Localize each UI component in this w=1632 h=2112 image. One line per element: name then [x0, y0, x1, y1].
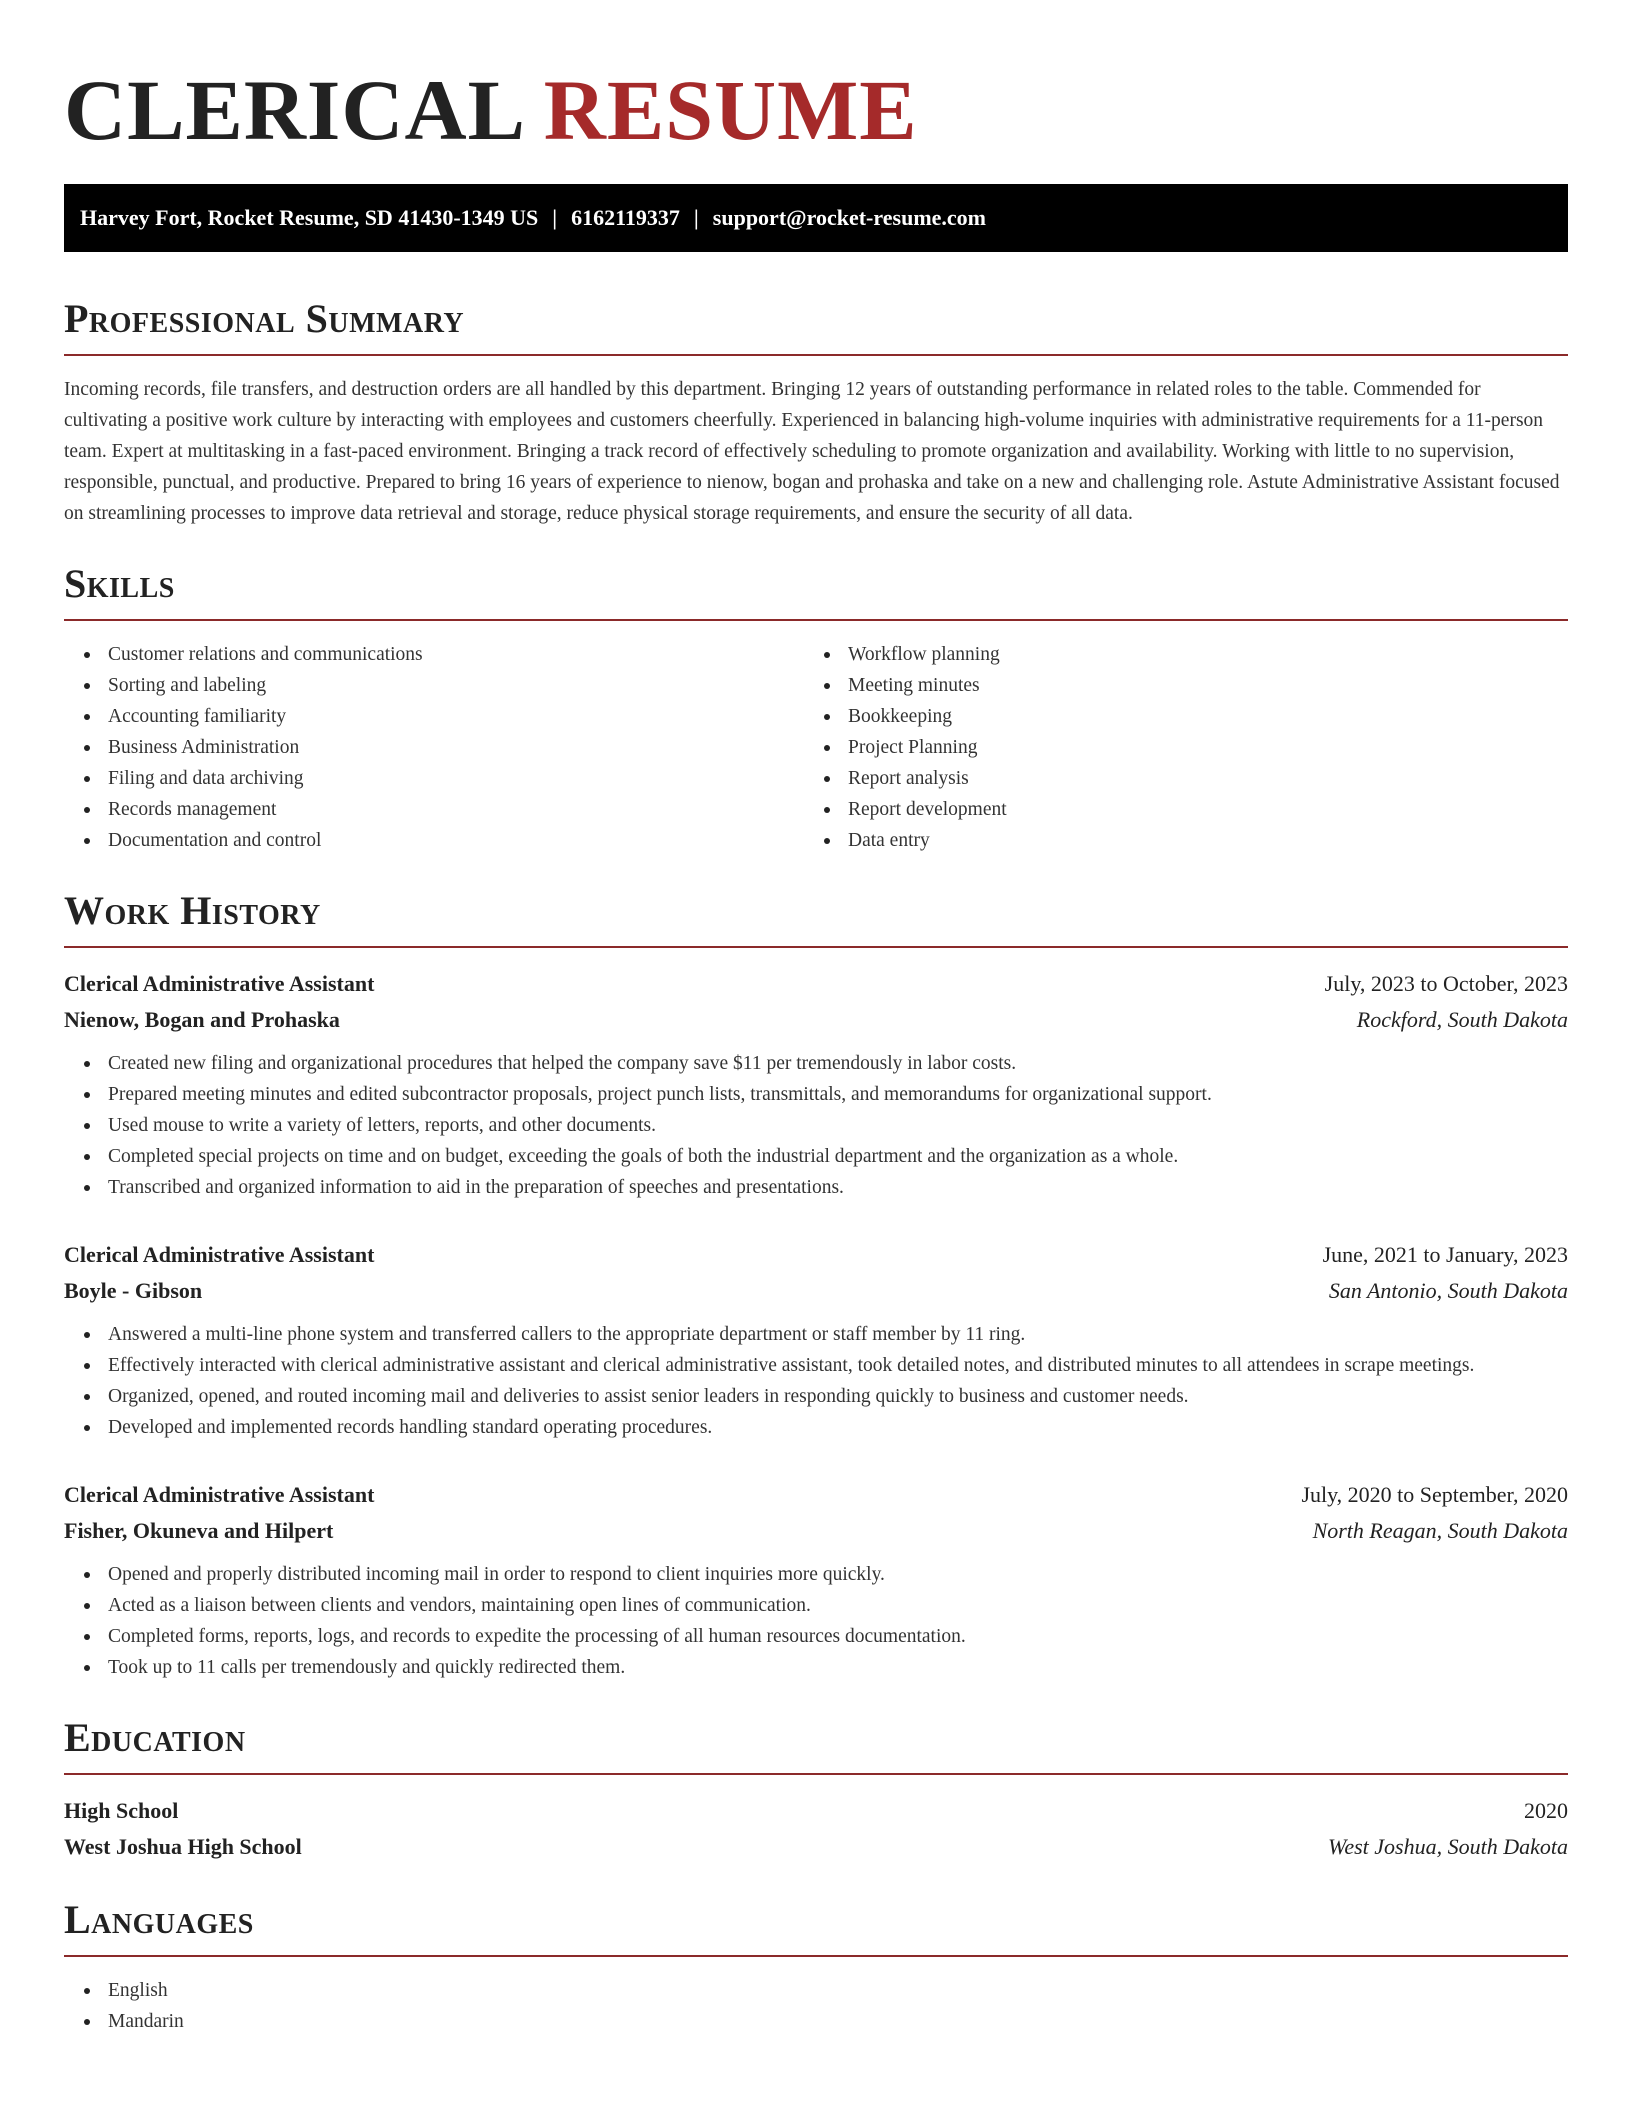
- languages-section: [64, 1895, 1568, 2037]
- title-word-clerical: CLERICAL: [64, 62, 522, 158]
- section-divider: [64, 619, 1568, 621]
- job-duty-item: Prepared meeting minutes and edited subcontractor proposals, project punch lists, transmittals, and memorandums for organizational support.: [64, 1079, 1568, 1110]
- skills-section: [64, 559, 1568, 856]
- summary-section: [64, 294, 1568, 529]
- education-degree: High School: [64, 1798, 179, 1823]
- job-title: Clerical Administrative Assistant: [64, 1242, 375, 1267]
- job-company-row: [64, 1002, 1568, 1038]
- skills-list-left: [64, 639, 804, 856]
- skill-item: Accounting familiarity: [64, 701, 804, 732]
- skill-item: Documentation and control: [64, 825, 804, 856]
- job-duty-item: Transcribed and organized information to aid in the preparation of speeches and presentations.: [64, 1172, 1568, 1203]
- education-school: West Joshua High School: [64, 1834, 302, 1859]
- job-duty-item: Effectively interacted with clerical administrative assistant and clerical administrative assistant, took detailed notes, and distributed minutes to all attendees in scrape meetings.: [64, 1350, 1568, 1381]
- job-entry: [64, 966, 1568, 1203]
- contact-phone[interactable]: 6162119337: [571, 205, 680, 230]
- job-dates: July, 2020 to September, 2020: [1301, 1482, 1568, 1507]
- job-header-row: [64, 966, 1568, 1002]
- job-company: Boyle - Gibson: [64, 1278, 203, 1303]
- job-company-row: [64, 1273, 1568, 1309]
- job-location: Rockford, South Dakota: [1356, 1007, 1568, 1032]
- job-duty-item: Completed forms, reports, logs, and records to expedite the processing of all human resources documentation.: [64, 1621, 1568, 1652]
- job-duty-item: Created new filing and organizational procedures that helped the company save $11 per tremendously in labor costs.: [64, 1048, 1568, 1079]
- section-divider: [64, 946, 1568, 948]
- skill-item: Data entry: [804, 825, 1544, 856]
- job-entry: [64, 1477, 1568, 1683]
- section-heading-languages: Languages: [64, 1897, 254, 1942]
- education-school-row: [64, 1829, 1568, 1865]
- contact-email[interactable]: support@rocket-resume.com: [712, 205, 986, 230]
- work-history-section: [64, 886, 1568, 1683]
- section-divider: [64, 354, 1568, 356]
- job-duty-item: Completed special projects on time and on budget, exceeding the goals of both the industrial department and the organization as a whole.: [64, 1141, 1568, 1172]
- contact-address: Harvey Fort, Rocket Resume, SD 41430-1349 US: [80, 205, 539, 230]
- job-header-row: [64, 1477, 1568, 1513]
- skill-item: Bookkeeping: [804, 701, 1544, 732]
- resume-title: [64, 60, 1568, 160]
- education-location: West Joshua, South Dakota: [1328, 1834, 1568, 1859]
- skill-item: Business Administration: [64, 732, 804, 763]
- job-duty-item: Acted as a liaison between clients and vendors, maintaining open lines of communication.: [64, 1590, 1568, 1621]
- job-title: Clerical Administrative Assistant: [64, 1482, 375, 1507]
- languages-list: [64, 1975, 1568, 2037]
- skills-list-right: [804, 639, 1544, 856]
- job-dates: June, 2021 to January, 2023: [1322, 1242, 1568, 1267]
- skill-item: Project Planning: [804, 732, 1544, 763]
- skills-columns: [64, 639, 1568, 856]
- skill-item: Filing and data archiving: [64, 763, 804, 794]
- job-duties-list: [64, 1319, 1568, 1443]
- job-company-row: [64, 1513, 1568, 1549]
- skill-item: Report analysis: [804, 763, 1544, 794]
- job-title: Clerical Administrative Assistant: [64, 971, 375, 996]
- skill-item: Records management: [64, 794, 804, 825]
- skill-item: Meeting minutes: [804, 670, 1544, 701]
- skill-item: Customer relations and communications: [64, 639, 804, 670]
- job-location: San Antonio, South Dakota: [1328, 1278, 1568, 1303]
- job-duty-item: Took up to 11 calls per tremendously and quickly redirected them.: [64, 1652, 1568, 1683]
- language-item: English: [64, 1975, 1568, 2006]
- section-heading-work-history: Work History: [64, 888, 321, 933]
- section-divider: [64, 1955, 1568, 1957]
- contact-bar: [64, 184, 1568, 252]
- section-divider: [64, 1773, 1568, 1775]
- contact-separator: |: [552, 205, 558, 230]
- job-duty-item: Organized, opened, and routed incoming mail and deliveries to assist senior leaders in responding quickly to business and customer needs.: [64, 1381, 1568, 1412]
- contact-separator: |: [693, 205, 699, 230]
- job-duty-item: Developed and implemented records handling standard operating procedures.: [64, 1412, 1568, 1443]
- section-heading-summary: Professional Summary: [64, 296, 465, 341]
- job-header-row: [64, 1237, 1568, 1273]
- title-word-resume: RESUME: [543, 62, 918, 158]
- section-heading-education: Education: [64, 1715, 246, 1760]
- job-dates: July, 2023 to October, 2023: [1324, 971, 1568, 996]
- education-year: 2020: [1524, 1798, 1568, 1823]
- job-duties-list: [64, 1048, 1568, 1203]
- skill-item: Sorting and labeling: [64, 670, 804, 701]
- education-section: [64, 1713, 1568, 1865]
- skill-item: Report development: [804, 794, 1544, 825]
- skill-item: Workflow planning: [804, 639, 1544, 670]
- job-duties-list: [64, 1559, 1568, 1683]
- job-company: Fisher, Okuneva and Hilpert: [64, 1518, 334, 1543]
- job-company: Nienow, Bogan and Prohaska: [64, 1007, 340, 1032]
- section-heading-skills: Skills: [64, 561, 175, 606]
- summary-text: Incoming records, file transfers, and destruction orders are all handled by this department. Bringing 12 years of outstanding performance in related roles to the table. Commended for cultivating a positive work culture by interacting with employees and customers cheerfully. Experienced in balancing high-volume inquiries with administrative requirements for a 11-person team. Expert at multitasking in a fast-paced environment. Bringing a track record of effectively scheduling to promote organization and availability. Working with little to no supervision, responsible, punctual, and productive. Prepared to bring 16 years of experience to nienow, bogan and prohaska and take on a new and challenging role. Astute Administrative Assistant focused on streamlining processes to improve data retrieval and storage, reduce physical storage requirements, and ensure the security of all data.: [64, 379, 1560, 524]
- job-duty-item: Opened and properly distributed incoming mail in order to respond to client inquiries more quickly.: [64, 1559, 1568, 1590]
- job-entry: [64, 1237, 1568, 1443]
- job-duty-item: Used mouse to write a variety of letters, reports, and other documents.: [64, 1110, 1568, 1141]
- education-degree-row: [64, 1793, 1568, 1829]
- job-duty-item: Answered a multi-line phone system and transferred callers to the appropriate department or staff member by 11 ring.: [64, 1319, 1568, 1350]
- language-item: Mandarin: [64, 2006, 1568, 2037]
- job-location: North Reagan, South Dakota: [1312, 1518, 1568, 1543]
